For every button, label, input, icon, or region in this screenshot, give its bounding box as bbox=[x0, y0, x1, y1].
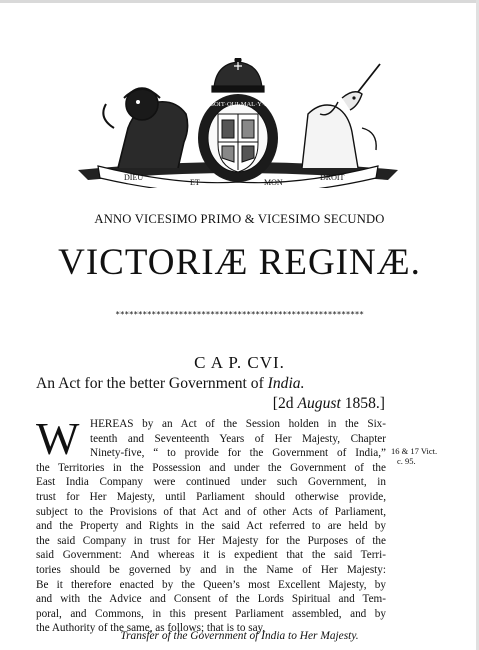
paragraph-line: the said Company in trust for Her Majesty for the Purposes of the bbox=[36, 534, 386, 547]
page-top-border bbox=[0, 0, 479, 3]
drop-cap: W bbox=[36, 413, 80, 464]
paragraph-line: subject to the Provisions of that Act and of other Acts of Parliament, bbox=[36, 505, 386, 518]
paragraph-line: said Government: And whereas it is expedient that the said Terri- bbox=[36, 549, 386, 562]
paragraph-line: tories should be governed by and in the Name of Her Majesty: bbox=[36, 563, 386, 576]
date-prefix: [2d bbox=[272, 395, 298, 412]
paragraph-line: and with the Advice and Consent of the Lords Spiritual and Tem- bbox=[36, 593, 386, 606]
motto-droit: DROIT bbox=[320, 173, 345, 182]
motto-mon: MON bbox=[264, 178, 283, 187]
paragraph-line: poral, and Commons, in this present Parliament assembled, and by bbox=[36, 607, 386, 620]
preamble-paragraph bbox=[36, 413, 386, 636]
margin-citation bbox=[391, 446, 437, 466]
royal-coat-of-arms bbox=[58, 58, 418, 188]
paragraph-line: teenth and Seventeenth Years of Her Majesty, Chapter bbox=[90, 432, 386, 445]
date-suffix: 1858.] bbox=[340, 395, 385, 412]
act-title-india: India. bbox=[267, 375, 305, 392]
act-title bbox=[36, 375, 305, 393]
reign-title: VICTORIÆ REGINÆ. bbox=[58, 242, 421, 283]
chapter-number: C A P. CVI. bbox=[194, 353, 285, 372]
paragraph-line: East India Company were continued under such Government, in bbox=[36, 476, 386, 489]
paragraph-line: HEREAS by an Act of the Session holden in the Six- bbox=[90, 418, 386, 430]
motto-dieu: DIEU bbox=[124, 173, 144, 182]
paragraph-line: the Authority of the same, as follows; that is to say, bbox=[36, 622, 266, 635]
paragraph-line: the Territories in the Possession and under the Government of the bbox=[36, 461, 386, 474]
crown bbox=[212, 58, 264, 92]
act-title-text: An Act for the better Government of bbox=[36, 375, 268, 392]
paragraph-line: trust for Her Majesty, until Parliament should otherwise provide, bbox=[36, 490, 386, 503]
date-month: August bbox=[297, 395, 341, 412]
garter-motto: HONI·SOIT·QUI·MAL·Y·PENSE bbox=[191, 101, 285, 108]
margin-citation-line1: 16 & 17 Vict. bbox=[391, 446, 438, 456]
paragraph-line: and the Property and Rights in the said Act referred to are held by bbox=[36, 520, 386, 533]
margin-citation-line2: c. 95. bbox=[397, 456, 416, 466]
motto-et: ET bbox=[190, 178, 200, 187]
asterisk-rule: ******************************************************* bbox=[115, 310, 364, 319]
royal-shield bbox=[218, 114, 258, 172]
lion-supporter bbox=[103, 88, 187, 168]
act-date bbox=[273, 395, 385, 413]
paragraph-line: Ninety-five, “ to provide for the Government of India,” bbox=[90, 447, 386, 460]
unicorn-supporter bbox=[302, 64, 380, 168]
regnal-year-heading: ANNO VICESIMO PRIMO & VICESIMO SECUNDO bbox=[94, 212, 385, 226]
paragraph-line: Be it therefore enacted by the Queen’s most Excellent Majesty, by bbox=[36, 578, 386, 591]
section-heading: Transfer of the Government of India to Her Majesty. bbox=[120, 630, 359, 642]
